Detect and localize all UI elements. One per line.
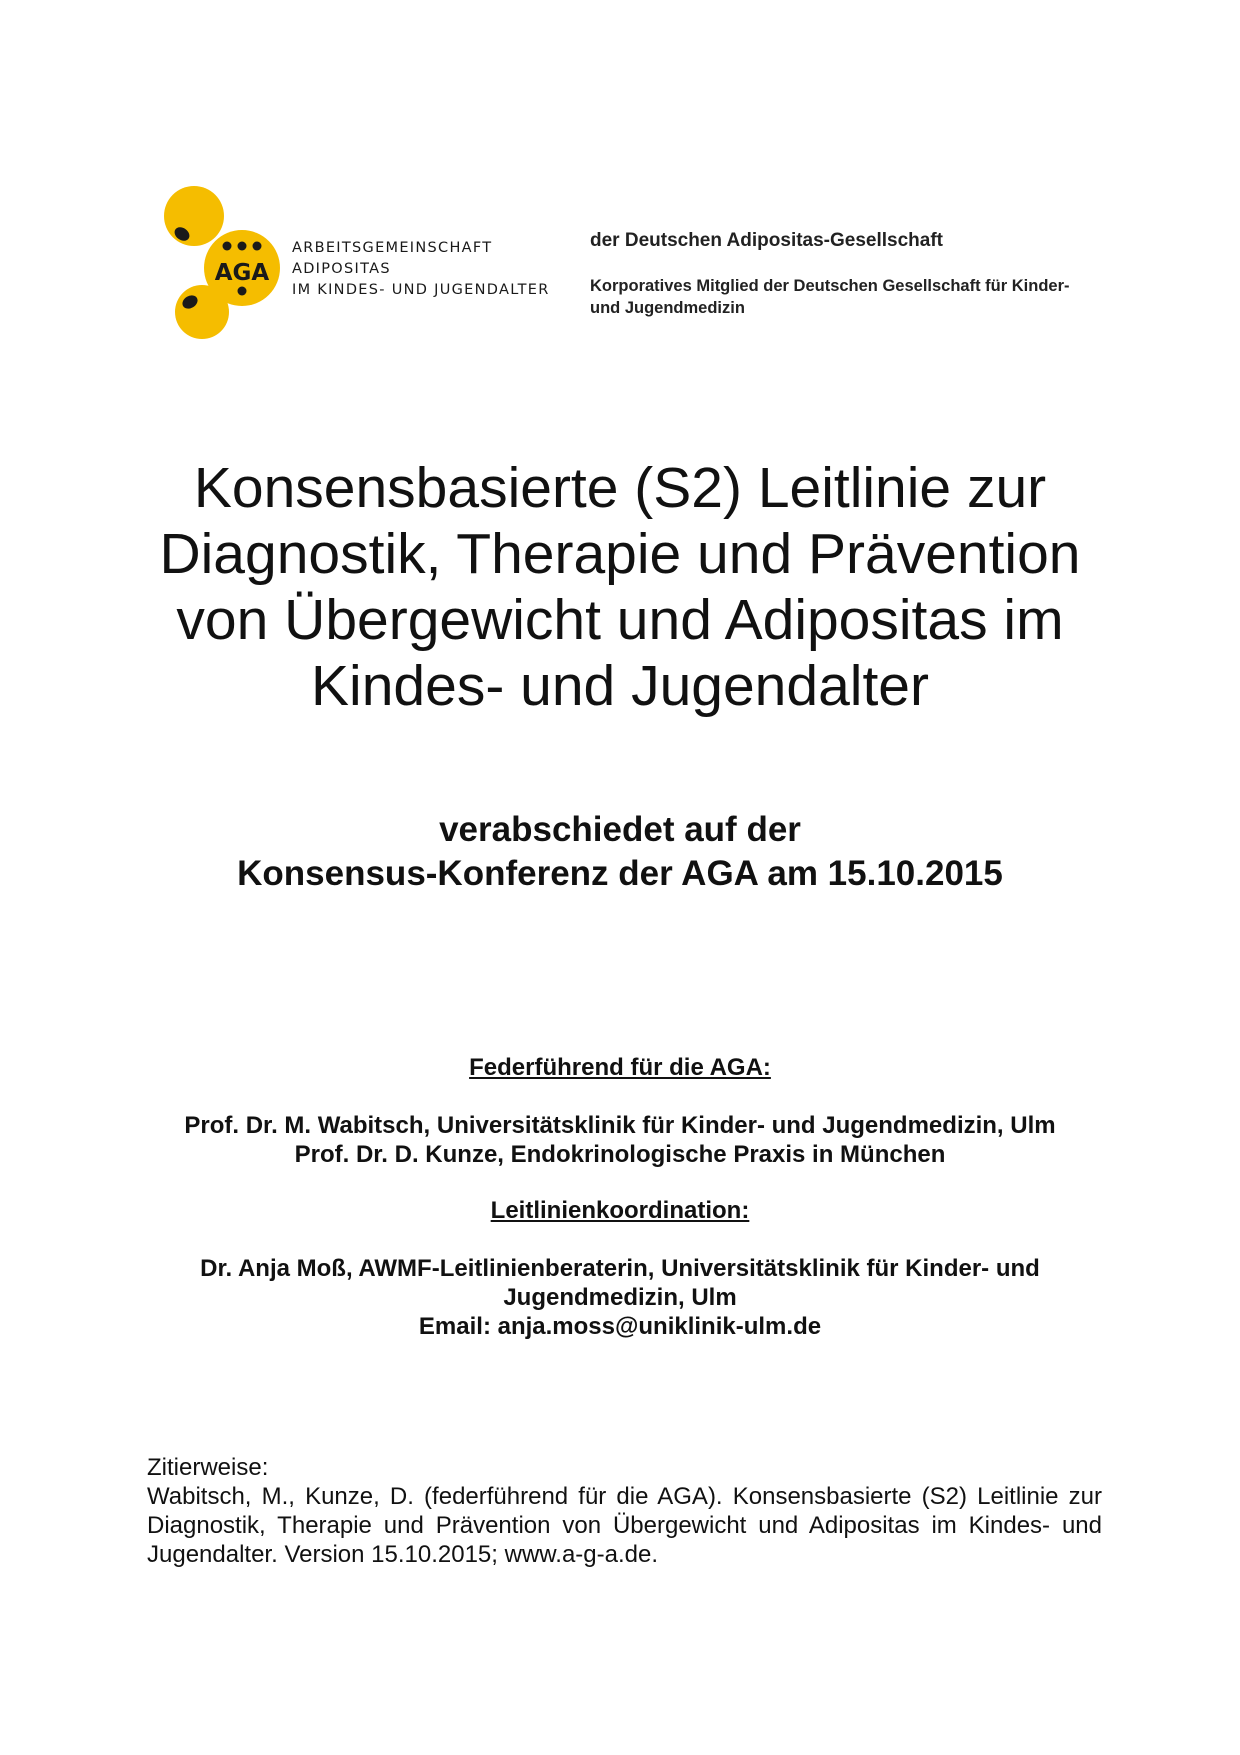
subtitle-line: Konsensus-Konferenz der AGA am 15.10.2015 [237,854,1003,893]
lead-heading-text: Federführend für die AGA: [469,1054,771,1081]
org-affiliation: der Deutschen Adipositas-Gesellschaft [590,230,944,251]
org-membership-line1: Korporatives Mitglied der Deutschen Gesellschaft für Kinder- [590,277,1070,295]
coordination-contact [0,1254,1240,1341]
citation-line: Wabitsch, M., Kunze, D. (federführend für die AGA). Konsensbasierte (S2) Leitlinie zur [147,1483,1102,1510]
logo-circle-top [164,186,224,246]
citation-line: Jugendalter. Version 15.10.2015; www.a-g-a.de. [147,1541,659,1568]
logo-text-line1: ARBEITSGEMEINSCHAFT [292,240,493,256]
coordination-line: Jugendmedizin, Ulm [503,1284,737,1311]
logo-figure-head [253,242,262,251]
coordination-line: Dr. Anja Moß, AWMF-Leitlinienberaterin, Universitätsklinik für Kinder- und [200,1255,1040,1282]
coordination-heading-text: Leitlinienkoordination: [490,1197,750,1224]
org-membership-line2: und Jugendmedizin [590,299,745,317]
citation-line: Diagnostik, Therapie und Prävention von Übergewicht und Adipositas im Kindes- und [147,1512,1102,1539]
logo-text-line3: IM KINDES- UND JUGENDALTER [292,282,550,298]
coordination-email: Email: anja.moss@uniklinik-ulm.de [418,1313,822,1340]
logo-figure-head [238,242,247,251]
document-title [0,455,1240,719]
title-line: von Übergewicht und Adipositas im [176,588,1064,652]
logo-figure-head [238,287,247,296]
lead-heading [0,1053,1240,1082]
logo-figure-head [223,242,232,251]
lead-author: Prof. Dr. M. Wabitsch, Universitätsklinik für Kinder- und Jugendmedizin, Ulm [184,1112,1056,1139]
lead-author: Prof. Dr. D. Kunze, Endokrinologische Praxis in München [294,1141,946,1168]
title-line: Diagnostik, Therapie und Prävention [159,522,1081,586]
aga-logo [160,186,290,341]
citation-label: Zitierweise: [147,1454,269,1481]
logo-text-line2: ADIPOSITAS [292,261,391,277]
coordination-heading [0,1196,1240,1225]
logo-circle-bottom [175,285,229,339]
title-line: Kindes- und Jugendalter [311,654,929,718]
title-line: Konsensbasierte (S2) Leitlinie zur [193,456,1047,520]
subtitle-line: verabschiedet auf der [439,810,801,849]
logo-mark-text: AGA [214,260,270,286]
adoption-note [0,808,1240,896]
lead-authors [0,1111,1240,1169]
citation-block [147,1453,1102,1569]
